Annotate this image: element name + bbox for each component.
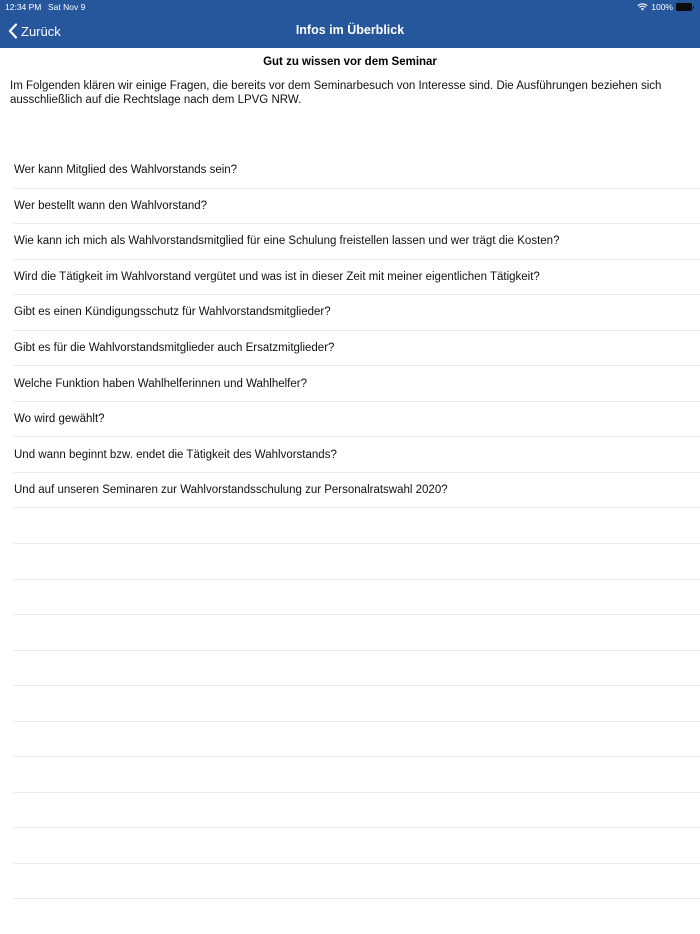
empty-row [14,828,700,864]
faq-question: Wird die Tätigkeit im Wahlvorstand vergütet und was ist in dieser Zeit mit meiner eigentlichen Tätigkeit? [14,270,540,283]
empty-row [14,615,700,651]
faq-item[interactable] [14,437,700,473]
empty-row [14,651,700,687]
empty-row [14,722,700,758]
faq-question: Und wann beginnt bzw. endet die Tätigkeit des Wahlvorstands? [14,448,337,461]
intro-text: Im Folgenden klären wir einige Fragen, die bereits vor dem Seminarbesuch von Interesse sind. Die Ausführungen beziehen sich ausschließlich auf die Rechtslage nach dem LPVG NRW. [10,80,662,106]
status-date: Sat Nov 9 [48,2,86,12]
faq-item[interactable] [14,366,700,402]
faq-question: Wie kann ich mich als Wahlvorstandsmitglied für eine Schulung freistellen lassen und wer trägt die Kosten? [14,235,560,248]
faq-item[interactable] [14,260,700,296]
faq-question: Und auf unseren Seminaren zur Wahlvorstandsschulung zur Personalratswahl 2020? [14,484,448,497]
faq-question: Wer bestellt wann den Wahlvorstand? [14,199,208,212]
faq-item[interactable] [14,189,700,225]
faq-question: Welche Funktion haben Wahlhelferinnen und Wahlhelfer? [14,377,308,390]
navigation-bar [0,0,700,48]
faq-item[interactable] [14,153,700,189]
empty-row [14,793,700,829]
battery-icon [676,3,694,11]
page-title: Infos im Überblick [295,23,405,37]
faq-question: Gibt es für die Wahlvorstandsmitglieder auch Ersatzmitglieder? [14,342,335,354]
faq-list [0,153,700,899]
faq-item[interactable] [14,295,700,331]
section-title: Gut zu wissen vor dem Seminar [263,56,437,68]
faq-item[interactable] [14,224,700,260]
empty-row [14,686,700,722]
empty-row [14,508,700,544]
empty-row [14,544,700,580]
battery-percent: 100% [651,2,673,12]
status-time: 12:34 PM [5,2,42,12]
status-indicators [637,2,694,12]
status-bar [0,0,700,14]
faq-item[interactable] [14,473,700,509]
empty-row [14,864,700,900]
faq-question: Wer kann Mitglied des Wahlvorstands sein? [14,164,238,177]
faq-question: Gibt es einen Kündigungsschutz für Wahlvorstandsmitglieder? [14,306,331,319]
faq-question: Wo wird gewählt? [14,413,105,426]
empty-row [14,757,700,793]
faq-item[interactable] [14,402,700,438]
empty-row [14,580,700,616]
wifi-icon [637,3,648,11]
faq-item[interactable] [14,331,700,367]
back-label: Zurück [21,23,61,39]
